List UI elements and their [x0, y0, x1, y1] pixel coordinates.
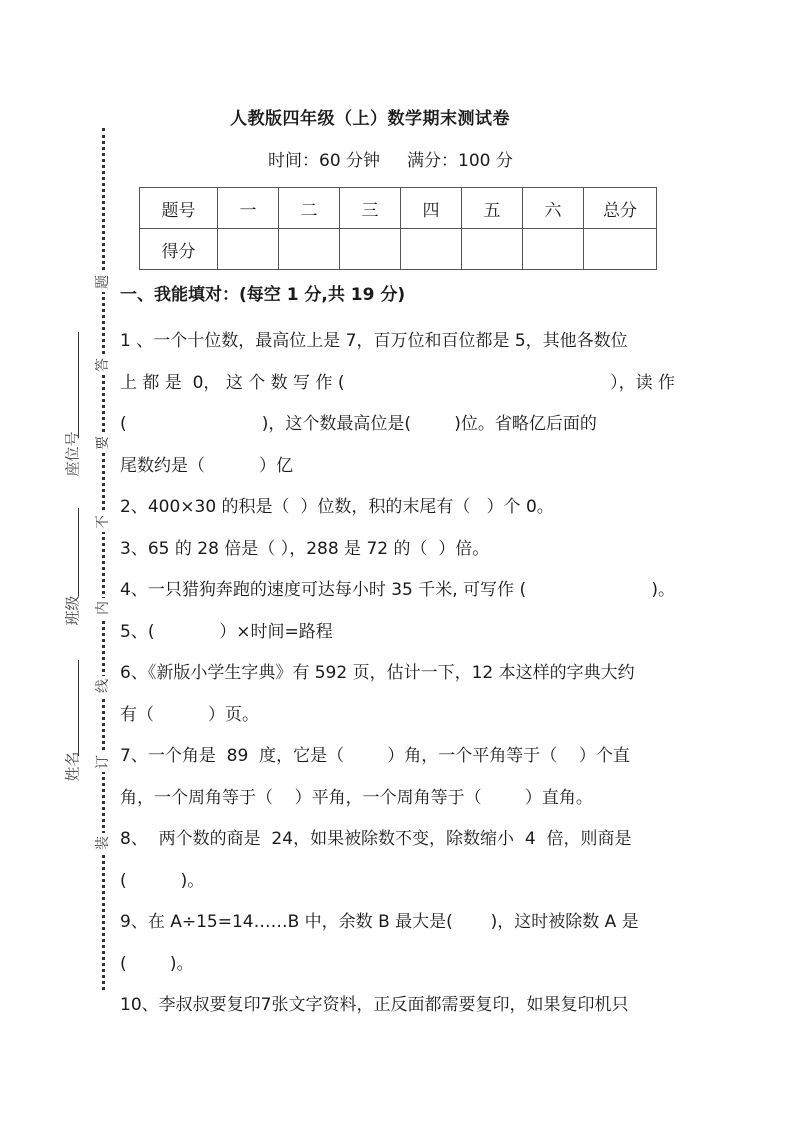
question-text: ），读 作 [610, 372, 675, 393]
question-line: 有（ ）页。 [120, 704, 260, 725]
seal-char: 线 [93, 676, 113, 696]
question-line [120, 570, 675, 612]
score-table [139, 187, 657, 270]
question-line: 尾数约是（ ）亿 [120, 455, 294, 476]
seal-char: 不 [93, 512, 113, 532]
header-cell: 题号 [140, 188, 218, 229]
question-line: 角，一个周角等于（ ）平角，一个周角等于（ ）直角。 [120, 787, 593, 808]
question-line: 7、一个角是 89 度，它是（ ）角，一个平角等于（ ）个直 [120, 746, 630, 766]
name-label: 姓名 [63, 751, 82, 782]
section-heading: 一、我能填对：(每空 1 分,共 19 分) [120, 285, 406, 305]
question-line: 2、400×30 的积是（ ）位数，积的末尾有（ ）个 0。 [120, 497, 554, 517]
header-cell: 总分 [584, 188, 657, 229]
header-cell: 五 [462, 188, 523, 229]
question-text: 4、一只猎狗奔跑的速度可达每小时 35 千米, 可写作 ( [120, 580, 527, 600]
binding-dotted-line [102, 128, 105, 990]
seal-char: 订 [93, 752, 113, 772]
question-line: 3、65 的 28 倍是（ ），288 是 72 的（ ）倍。 [120, 538, 490, 559]
question-text: 上 都 是 0， 这 个 数 写 作 ( [120, 372, 345, 393]
score-cell[interactable] [218, 229, 279, 270]
question-line: 1 、一个十位数，最高位上是 7，百万位和百位都是 5，其他各数位 [120, 331, 628, 351]
seal-char: 要 [93, 433, 113, 453]
question-line: 6、《新版小学生字典》有 592 页，估计一下，12 本这样的字典大约 [120, 663, 635, 683]
score-cell[interactable] [462, 229, 523, 270]
question-line: ( )。 [120, 870, 205, 891]
name-underline[interactable] [78, 660, 79, 756]
seal-char: 题 [93, 272, 113, 292]
score-cell[interactable] [401, 229, 462, 270]
question-line: 8、 两个数的商是 24，如果被除数不变，除数缩小 4 倍，则商是 [120, 829, 632, 849]
seal-char: 内 [93, 598, 113, 618]
header-cell: 六 [523, 188, 584, 229]
question-line: ( )。 [120, 953, 194, 974]
seat-number-underline[interactable] [78, 332, 79, 438]
score-table-score-row [140, 229, 657, 270]
exam-subtitle: 时间：60 分钟 满分：100 分 [268, 151, 513, 171]
exam-title: 人教版四年级（上）数学期末测试卷 [230, 109, 510, 129]
section-1 [120, 280, 675, 1027]
header-cell: 三 [340, 188, 401, 229]
question-line: 5、( ）×时间=路程 [120, 621, 333, 642]
class-label: 班级 [63, 595, 82, 626]
row-label: 得分 [140, 229, 218, 270]
score-cell[interactable] [279, 229, 340, 270]
header-cell: 一 [218, 188, 279, 229]
score-table-header-row [140, 188, 657, 229]
header-cell: 四 [401, 188, 462, 229]
seal-char: 装 [93, 833, 113, 853]
header-cell: 二 [279, 188, 340, 229]
score-cell[interactable] [340, 229, 401, 270]
class-underline[interactable] [78, 508, 79, 596]
seal-char: 答 [93, 355, 113, 375]
question-line: ( )，这个数最高位是( )位。省略亿后面的 [120, 414, 597, 434]
seat-number-label: 座位号 [63, 431, 82, 477]
score-cell[interactable] [584, 229, 657, 270]
question-text: )。 [651, 580, 675, 600]
question-line: 9、在 A÷15=14……B 中，余数 B 最大是( )，这时被除数 A 是 [120, 912, 639, 932]
question-line [120, 363, 675, 405]
score-cell[interactable] [523, 229, 584, 270]
question-line: 10、李叔叔要复印7张文字资料，正反面都需要复印，如果复印机只 [120, 995, 629, 1015]
